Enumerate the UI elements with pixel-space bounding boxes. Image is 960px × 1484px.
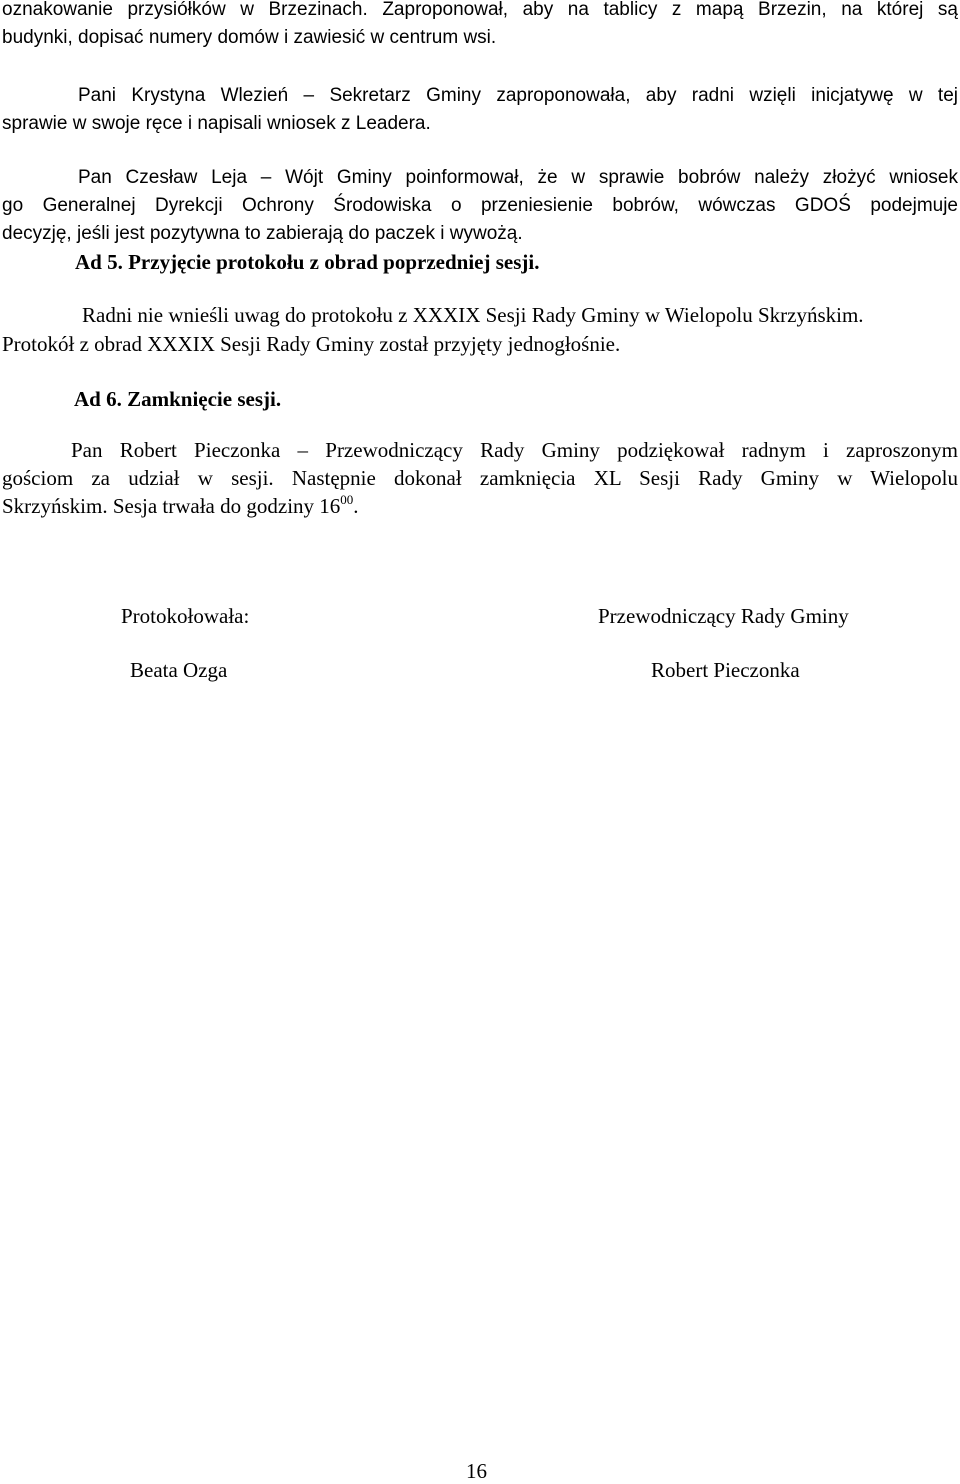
time-minutes-superscript: 00 [340,492,354,507]
paragraph-3-line-1: Pan Czesław Leja – Wójt Gminy poinformował, że w sprawie bobrów należy złożyć wniosek [78,167,958,188]
section-6-line-1: Pan Robert Pieczonka – Przewodniczący Rady Gminy podziękował radnym i zaproszonym [71,438,958,462]
section-6-line-3-text: Skrzyńskim. Sesja trwała do godziny 16 [2,494,341,518]
paragraph-1-line-1: oznakowanie przysiółków w Brzezinach. Zaproponował, aby na tablicy z mapą Brzezin, na której są [2,0,958,20]
section-5-heading: Ad 5. Przyjęcie protokołu z obrad poprzedniej sesji. [75,250,540,274]
paragraph-3-line-2: go Generalnej Dyrekcji Ochrony Środowiska o przeniesienie bobrów, wówczas GDOŚ podejmuje [2,195,958,216]
section-5-line-1: Radni nie wnieśli uwag do protokołu z XXXIX Sesji Rady Gminy w Wielopolu Skrzyńskim. [82,303,864,327]
paragraph-3-line-3: decyzję, jeśli jest pozytywna to zabierają do paczek i wywożą. [2,223,523,244]
paragraph-2-line-2: sprawie w swoje ręce i napisali wniosek z Leadera. [2,113,431,134]
signature-left-role: Protokołowała: [121,604,250,628]
signature-right-name: Robert Pieczonka [651,658,800,682]
page-number: 16 [466,1459,487,1483]
section-5-line-2: Protokół z obrad XXXIX Sesji Rady Gminy został przyjęty jednogłośnie. [2,332,621,356]
section-6-heading: Ad 6. Zamknięcie sesji. [74,387,282,411]
signature-left-name: Beata Ozga [130,658,228,682]
section-6-line-3 [2,493,359,519]
paragraph-2-line-1: Pani Krystyna Wlezień – Sekretarz Gminy zaproponowała, aby radni wzięli inicjatywę w tej [78,85,958,106]
section-6-line-3-end: . [353,494,359,518]
paragraph-1-line-2: budynki, dopisać numery domów i zawiesić w centrum wsi. [2,27,497,48]
signature-right-role: Przewodniczący Rady Gminy [598,604,849,628]
section-6-line-2: gościom za udział w sesji. Następnie dokonał zamknięcia XL Sesji Rady Gminy w Wielopolu [2,466,958,490]
